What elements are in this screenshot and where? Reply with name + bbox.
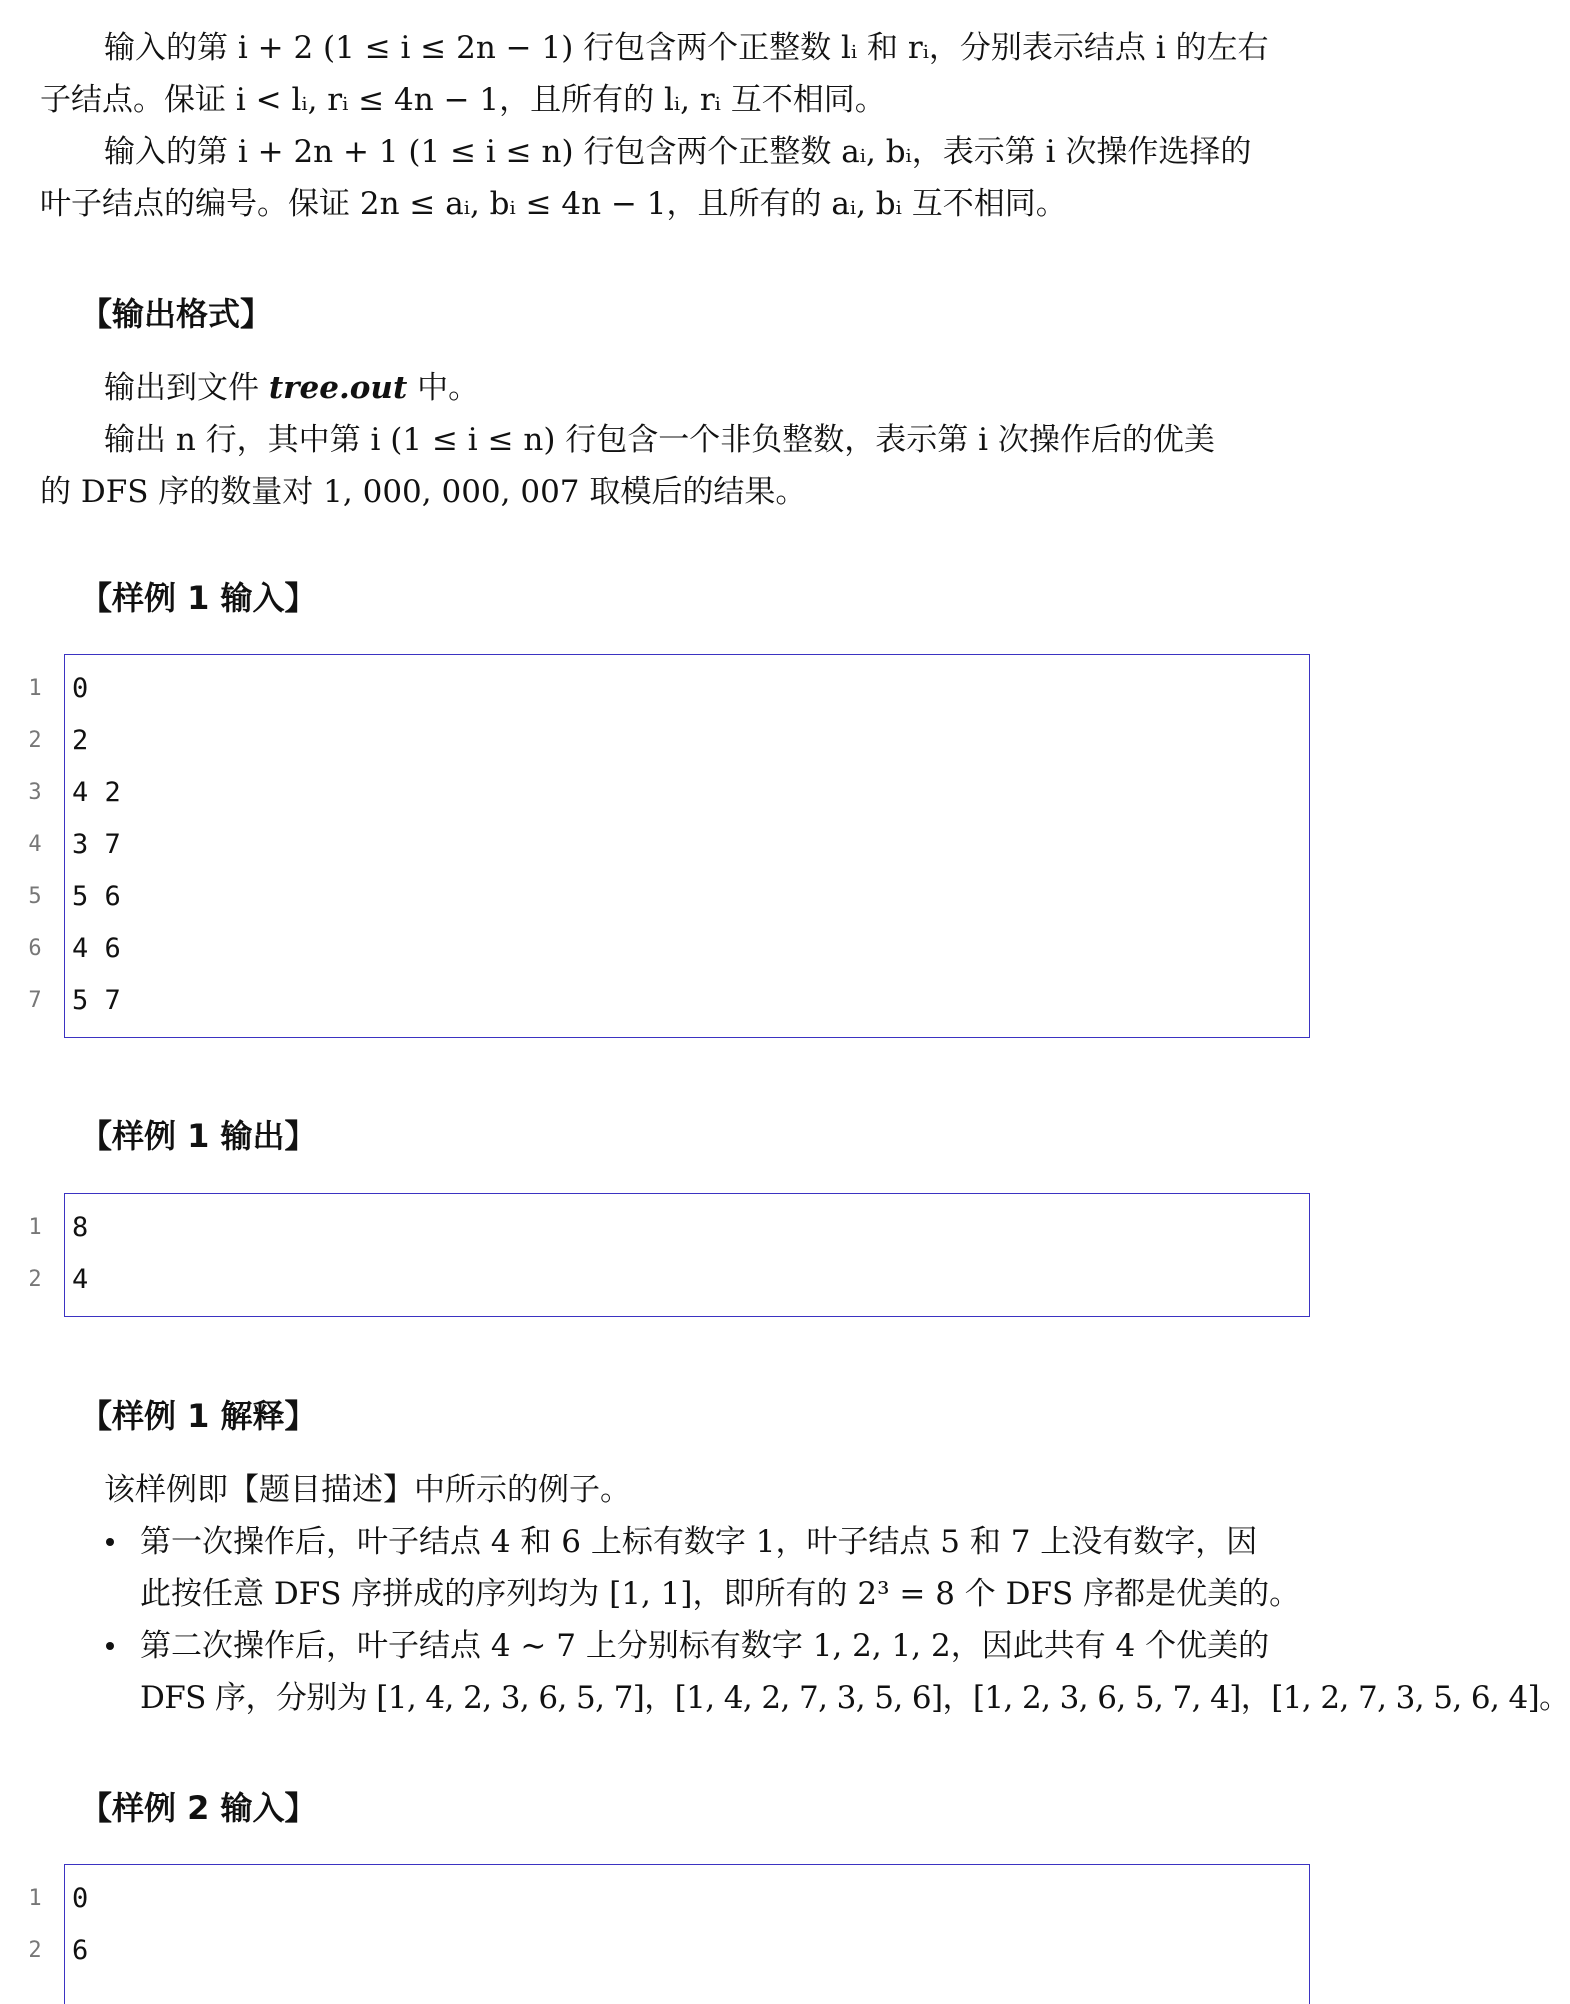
code-line <box>20 1873 1310 1925</box>
text-line: 子结点。保证 i < lᵢ, rᵢ ≤ 4n − 1，且所有的 lᵢ, rᵢ 互不相同。 <box>40 82 886 118</box>
code-line <box>20 663 1310 715</box>
line-number: 3 <box>28 780 42 805</box>
text-line: DFS 序，分别为 [1, 4, 2, 3, 6, 5, 7]，[1, 4, 2, 7, 3, 5, 6]，[1, 2, 3, 6, 5, 7, 4]，[1, 2, 7, 3, 5, 6, 4]。 <box>140 1680 1570 1716</box>
text-line: 输入的第 i + 2 (1 ≤ i ≤ 2n − 1) 行包含两个正整数 lᵢ 和 rᵢ，分别表示结点 i 的左右 <box>104 30 1269 66</box>
code-text: 3 7 <box>72 829 121 860</box>
code-text: 2 <box>72 725 89 756</box>
sample1-output-code-block <box>20 1193 1310 1317</box>
sample2-input-heading: 【样例 2 输入】 <box>80 1789 317 1827</box>
sample1-explain-heading: 【样例 1 解释】 <box>80 1397 317 1435</box>
text-line: 该样例即【题目描述】中所示的例子。 <box>104 1472 631 1508</box>
sample1-output-heading: 【样例 1 输出】 <box>80 1117 317 1155</box>
list-item <box>100 1516 1310 1620</box>
output-format-heading: 【输出格式】 <box>80 295 273 333</box>
text-line: 输出 n 行，其中第 i (1 ≤ i ≤ n) 行包含一个非负整数，表示第 i 次操作后的优美 <box>104 422 1215 458</box>
code-text: 4 6 <box>72 933 121 964</box>
input-constraint-ab <box>40 126 1300 230</box>
text-line: 此按任意 DFS 序拼成的序列均为 [1, 1]，即所有的 2³ = 8 个 DFS 序都是优美的。 <box>140 1576 1301 1612</box>
code-line <box>20 819 1310 871</box>
code-text: 4 <box>72 1264 89 1295</box>
line-number: 5 <box>28 884 42 909</box>
code-line <box>20 975 1310 1027</box>
code-line <box>20 1254 1310 1306</box>
line-number: 1 <box>28 676 42 701</box>
code-line <box>20 767 1310 819</box>
sample1-input-heading: 【样例 1 输入】 <box>80 579 317 617</box>
text-line: 的 DFS 序的数量对 1, 000, 000, 007 取模后的结果。 <box>40 474 807 510</box>
line-number: 1 <box>28 1215 42 1240</box>
code-text: 5 7 <box>72 985 121 1016</box>
line-number: 2 <box>28 1938 42 1963</box>
line-number: 7 <box>28 988 42 1013</box>
output-file-suffix: 中。 <box>407 370 480 406</box>
output-file-name: tree.out <box>268 370 408 406</box>
code-line <box>20 715 1310 767</box>
bullet-icon <box>106 1642 114 1650</box>
code-text: 0 <box>72 673 89 704</box>
code-text: 0 <box>72 1883 89 1914</box>
sample1-input-code-block <box>20 654 1310 1038</box>
list-item <box>100 1620 1570 1724</box>
line-number: 1 <box>28 1886 42 1911</box>
sample1-explain-bullets <box>100 1516 1570 1724</box>
text-line: 输入的第 i + 2n + 1 (1 ≤ i ≤ n) 行包含两个正整数 aᵢ, bᵢ，表示第 i 次操作选择的 <box>104 134 1252 170</box>
line-number: 6 <box>28 936 42 961</box>
code-line <box>20 1202 1310 1254</box>
code-line <box>20 871 1310 923</box>
code-text: 6 <box>72 1935 89 1966</box>
text-line: 叶子结点的编号。保证 2n ≤ aᵢ, bᵢ ≤ 4n − 1，且所有的 aᵢ, bᵢ 互不相同。 <box>40 186 1067 222</box>
output-format-text <box>40 362 1300 518</box>
code-text: 8 <box>72 1212 89 1243</box>
code-text: 4 2 <box>72 777 121 808</box>
sample2-input-code-block <box>20 1864 1310 2004</box>
output-file-prefix: 输出到文件 <box>104 370 269 406</box>
code-text: 5 6 <box>72 881 121 912</box>
bullet-icon <box>106 1538 114 1546</box>
line-number: 2 <box>28 728 42 753</box>
code-line <box>20 1925 1310 1977</box>
line-number: 4 <box>28 832 42 857</box>
sample1-explain-intro <box>40 1464 1300 1516</box>
code-line <box>20 923 1310 975</box>
input-constraint-lr <box>40 22 1300 126</box>
text-line <box>40 362 1300 414</box>
line-number: 2 <box>28 1267 42 1292</box>
text-line: 第一次操作后，叶子结点 4 和 6 上标有数字 1，叶子结点 5 和 7 上没有数字，因 <box>140 1524 1258 1560</box>
text-line: 第二次操作后，叶子结点 4 ∼ 7 上分别标有数字 1, 2, 1, 2，因此共有 4 个优美的 <box>140 1628 1270 1664</box>
